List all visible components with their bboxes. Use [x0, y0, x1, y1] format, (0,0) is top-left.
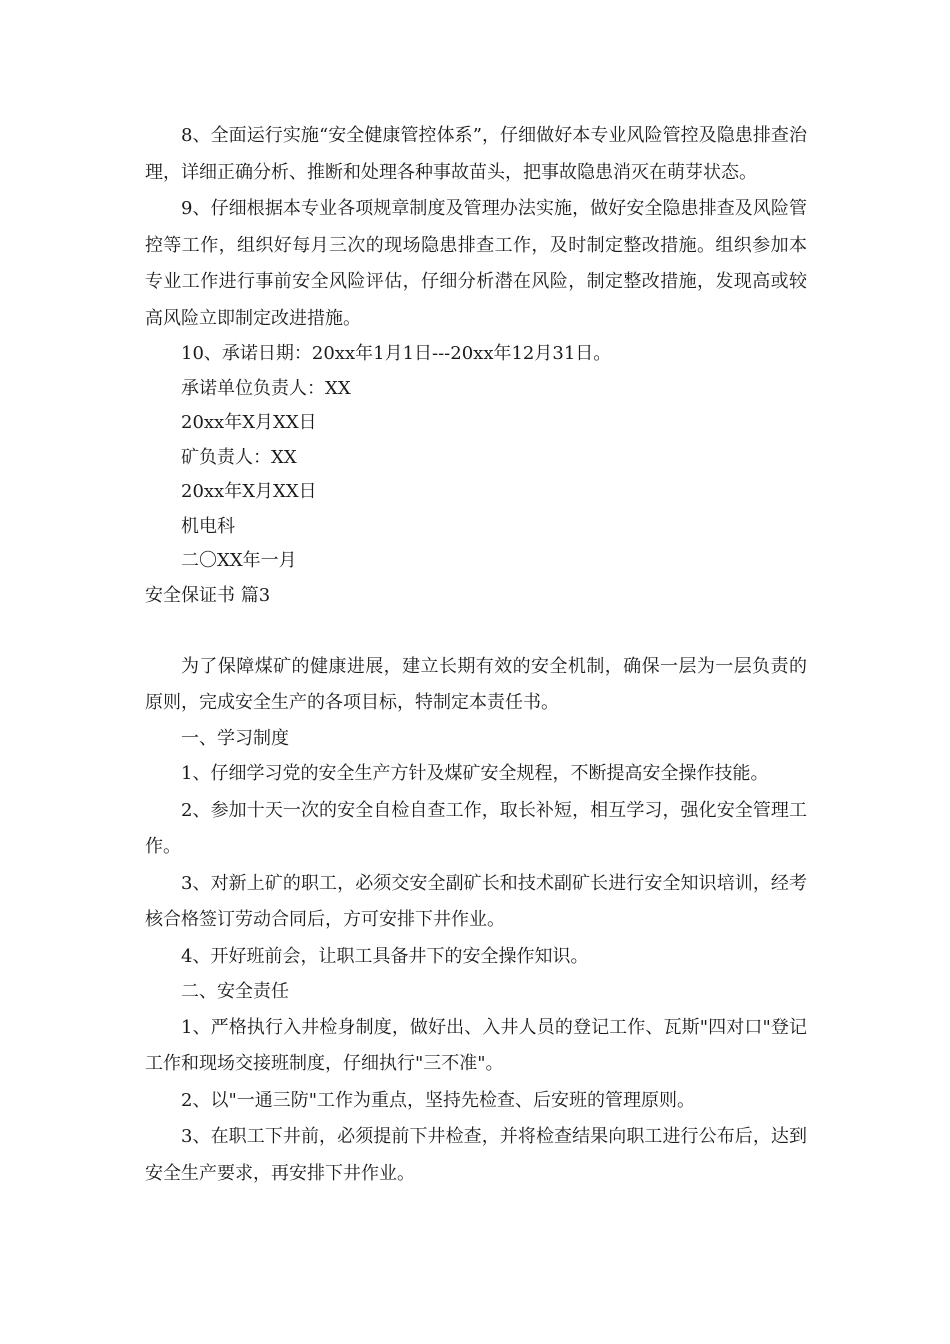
part-2-title: 二、安全责任	[181, 981, 289, 1002]
mine-head-date: 20xx年X月XX日	[181, 481, 317, 502]
study-item-4: 4、开好班前会，让职工具备井下的安全操作知识。	[181, 945, 589, 967]
part-1-title: 一、学习制度	[181, 727, 289, 749]
unit-head-signature: 承诺单位负责人：XX	[181, 377, 351, 399]
issue-date: 二〇XX年一月	[181, 550, 297, 571]
department-name: 机电科	[181, 515, 235, 537]
study-item-3: 3、对新上矿的职工，必须交安全副矿长和技术副矿长进行安全知识培训，经考核合格签订劳动合同后，方可安排下井作业。	[145, 872, 807, 930]
intro-paragraph: 为了保障煤矿的健康进展，建立长期有效的安全机制，确保一层为一层负责的原则，完成安全生产的各项目标，特制定本责任书。	[145, 655, 807, 713]
responsibility-item-1: 1、严格执行入井检身制度，做好出、入井人员的登记工作、瓦斯"四对口"登记工作和现场交接班制度，仔细执行"三不准"。	[145, 1016, 807, 1074]
mine-head-signature: 矿负责人：XX	[181, 446, 297, 468]
section-heading: 安全保证书 篇3	[145, 584, 271, 606]
study-item-1: 1、仔细学习党的安全生产方针及煤矿安全规程，不断提高安全操作技能。	[181, 763, 769, 784]
document-body	[145, 118, 807, 1192]
item-8-paragraph: 8、全面运行实施“安全健康管控体系”，仔细做好本专业风险管控及隐患排查治理，详细正确分析、推断和处理各种事故苗头，把事故隐患消灭在萌芽状态。	[145, 125, 807, 183]
item-10-commitment-date: 10、承诺日期：20xx年1月1日---20xx年12月31日。	[181, 343, 612, 364]
responsibility-item-3: 3、在职工下井前，必须提前下井检查，并将检查结果向职工进行公布后，达到安全生产要求，再安排下井作业。	[145, 1126, 807, 1184]
unit-head-date: 20xx年X月XX日	[181, 412, 317, 433]
item-9-paragraph: 9、仔细根据本专业各项规章制度及管理办法实施，做好安全隐患排查及风险管控等工作，组织好每月三次的现场隐患排查工作，及时制定整改措施。组织参加本专业工作进行事前安全风险评估，仔细分析潜在风险，制定整改措施，发现高或较高风险立即制定改进措施。	[145, 198, 807, 329]
study-item-2: 2、参加十天一次的安全自检自查工作，取长补短，相互学习，强化安全管理工作。	[145, 799, 807, 857]
responsibility-item-2: 2、以"一通三防"工作为重点，坚持先检查、后安班的管理原则。	[181, 1089, 696, 1111]
